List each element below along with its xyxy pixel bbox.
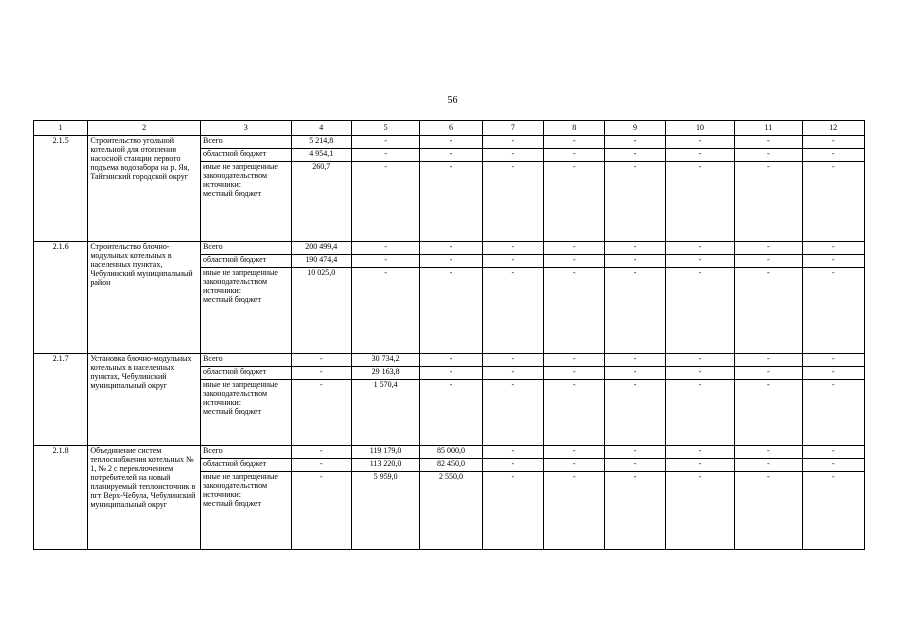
column-header: 8 <box>544 121 605 136</box>
value-cell: - <box>420 255 482 268</box>
item-name: Объединение систем теплоснабжения котельных № 1, № 2 с переключением потребителей на новый планируемый теплоисточник в пгт Верх-Чебула, Чебулинский муниципальный округ <box>88 446 201 550</box>
value-cell: - <box>665 354 734 367</box>
value-cell: - <box>351 149 419 162</box>
value-cell: - <box>735 367 802 380</box>
value-cell: - <box>802 367 864 380</box>
column-header: 4 <box>291 121 351 136</box>
item-name: Установка блочно-модульных котельных в населенных пунктах, Чебулинский муниципальный округ <box>88 354 201 446</box>
value-cell: - <box>802 354 864 367</box>
value-cell: 5 959,0 <box>351 472 419 550</box>
value-cell: - <box>420 367 482 380</box>
funding-source: Всего <box>200 354 291 367</box>
value-cell: - <box>420 268 482 354</box>
value-cell: - <box>291 472 351 550</box>
value-cell: - <box>482 446 543 459</box>
value-cell: - <box>605 255 665 268</box>
item-number: 2.1.6 <box>34 242 88 354</box>
value-cell: - <box>605 367 665 380</box>
column-header: 9 <box>605 121 665 136</box>
value-cell: - <box>544 380 605 446</box>
value-cell: - <box>482 354 543 367</box>
value-cell: - <box>735 136 802 149</box>
value-cell: 1 570,4 <box>351 380 419 446</box>
column-header: 1 <box>34 121 88 136</box>
funding-source: иные не запрещенные законодательством источники: местный бюджет <box>200 162 291 242</box>
value-cell: - <box>291 459 351 472</box>
value-cell: - <box>735 255 802 268</box>
value-cell: - <box>735 149 802 162</box>
value-cell: - <box>735 472 802 550</box>
value-cell: - <box>665 268 734 354</box>
item-name: Строительство блочно-модульных котельных в населенных пунктах, Чебулинский муниципальный район <box>88 242 201 354</box>
value-cell: - <box>802 268 864 354</box>
value-cell: - <box>291 446 351 459</box>
table-body <box>34 136 865 550</box>
value-cell: - <box>420 354 482 367</box>
column-header: 5 <box>351 121 419 136</box>
value-cell: - <box>420 162 482 242</box>
value-cell: - <box>482 472 543 550</box>
column-header: 12 <box>802 121 864 136</box>
table-row <box>34 136 865 149</box>
value-cell: - <box>544 268 605 354</box>
value-cell: 4 954,1 <box>291 149 351 162</box>
column-header: 10 <box>665 121 734 136</box>
value-cell: 2 550,0 <box>420 472 482 550</box>
value-cell: - <box>735 268 802 354</box>
page-number: 56 <box>447 95 458 106</box>
value-cell: - <box>802 162 864 242</box>
value-cell: - <box>802 136 864 149</box>
table-row <box>34 446 865 459</box>
value-cell: - <box>605 354 665 367</box>
value-cell: - <box>605 446 665 459</box>
value-cell: - <box>802 380 864 446</box>
value-cell: - <box>544 136 605 149</box>
header-row <box>34 121 865 136</box>
value-cell: - <box>351 136 419 149</box>
value-cell: 5 214,8 <box>291 136 351 149</box>
value-cell: - <box>665 446 734 459</box>
value-cell: 190 474,4 <box>291 255 351 268</box>
funding-source: иные не запрещенные законодательством источники: местный бюджет <box>200 380 291 446</box>
value-cell: - <box>544 459 605 472</box>
funding-source: областной бюджет <box>200 149 291 162</box>
value-cell: - <box>351 242 419 255</box>
value-cell: - <box>665 255 734 268</box>
value-cell: - <box>605 459 665 472</box>
value-cell: 30 734,2 <box>351 354 419 367</box>
value-cell: 119 179,0 <box>351 446 419 459</box>
item-number: 2.1.7 <box>34 354 88 446</box>
value-cell: - <box>482 255 543 268</box>
value-cell: - <box>665 459 734 472</box>
value-cell: - <box>482 268 543 354</box>
value-cell: - <box>544 162 605 242</box>
value-cell: - <box>605 149 665 162</box>
item-name: Строительство угольной котельной для отопления насосной станции первого подъема водозабора на р. Яя, Тайгинский городской округ <box>88 136 201 242</box>
value-cell: - <box>802 149 864 162</box>
funding-source: областной бюджет <box>200 367 291 380</box>
value-cell: - <box>291 354 351 367</box>
column-header: 11 <box>735 121 802 136</box>
value-cell: - <box>665 162 734 242</box>
value-cell: - <box>665 149 734 162</box>
value-cell: - <box>802 446 864 459</box>
value-cell: - <box>351 255 419 268</box>
value-cell: 10 025,0 <box>291 268 351 354</box>
column-header: 7 <box>482 121 543 136</box>
value-cell: - <box>735 380 802 446</box>
funding-source: областной бюджет <box>200 255 291 268</box>
funding-source: иные не запрещенные законодательством источники: местный бюджет <box>200 472 291 550</box>
value-cell: - <box>544 367 605 380</box>
value-cell: - <box>665 242 734 255</box>
value-cell: - <box>544 242 605 255</box>
value-cell: - <box>544 446 605 459</box>
table-row <box>34 242 865 255</box>
value-cell: - <box>482 367 543 380</box>
value-cell: - <box>665 136 734 149</box>
value-cell: - <box>605 242 665 255</box>
column-header: 6 <box>420 121 482 136</box>
value-cell: - <box>605 268 665 354</box>
funding-source: Всего <box>200 136 291 149</box>
column-header: 2 <box>88 121 201 136</box>
value-cell: - <box>544 149 605 162</box>
item-number: 2.1.8 <box>34 446 88 550</box>
value-cell: - <box>482 380 543 446</box>
value-cell: - <box>482 162 543 242</box>
value-cell: - <box>802 459 864 472</box>
value-cell: - <box>665 472 734 550</box>
value-cell: - <box>605 472 665 550</box>
value-cell: 260,7 <box>291 162 351 242</box>
funding-source: иные не запрещенные законодательством источники: местный бюджет <box>200 268 291 354</box>
value-cell: 85 000,0 <box>420 446 482 459</box>
value-cell: - <box>351 162 419 242</box>
value-cell: 200 499,4 <box>291 242 351 255</box>
value-cell: - <box>665 380 734 446</box>
value-cell: - <box>291 367 351 380</box>
value-cell: - <box>420 149 482 162</box>
value-cell: - <box>735 459 802 472</box>
item-number: 2.1.5 <box>34 136 88 242</box>
funding-source: Всего <box>200 242 291 255</box>
value-cell: - <box>802 242 864 255</box>
value-cell: - <box>482 242 543 255</box>
column-header: 3 <box>200 121 291 136</box>
value-cell: - <box>665 367 734 380</box>
value-cell: - <box>735 446 802 459</box>
value-cell: - <box>420 136 482 149</box>
value-cell: - <box>544 255 605 268</box>
value-cell: - <box>802 255 864 268</box>
value-cell: 113 220,0 <box>351 459 419 472</box>
value-cell: 82 450,0 <box>420 459 482 472</box>
value-cell: - <box>482 136 543 149</box>
value-cell: - <box>605 380 665 446</box>
value-cell: - <box>544 472 605 550</box>
value-cell: - <box>420 242 482 255</box>
value-cell: 29 163,8 <box>351 367 419 380</box>
value-cell: - <box>482 149 543 162</box>
value-cell: - <box>735 242 802 255</box>
value-cell: - <box>735 354 802 367</box>
value-cell: - <box>291 380 351 446</box>
value-cell: - <box>802 472 864 550</box>
value-cell: - <box>420 380 482 446</box>
budget-table <box>33 120 865 550</box>
value-cell: - <box>482 459 543 472</box>
table-row <box>34 354 865 367</box>
value-cell: - <box>351 268 419 354</box>
value-cell: - <box>605 162 665 242</box>
funding-source: Всего <box>200 446 291 459</box>
funding-source: областной бюджет <box>200 459 291 472</box>
value-cell: - <box>735 162 802 242</box>
value-cell: - <box>544 354 605 367</box>
value-cell: - <box>605 136 665 149</box>
